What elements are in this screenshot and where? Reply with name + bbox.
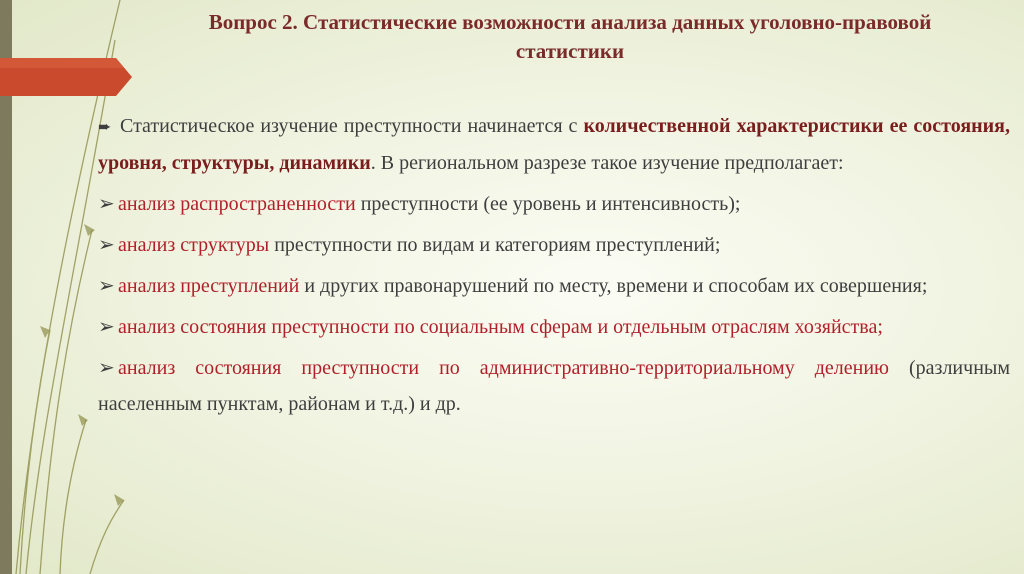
list-item xyxy=(98,185,1010,222)
slide-title: Вопрос 2. Статистические возможности анализа данных уголовно-правовой статистики xyxy=(208,10,932,63)
bullet-red-text: анализ распространенности xyxy=(118,193,356,215)
bullet-red-text: анализ преступлений xyxy=(118,275,300,297)
chevron-bullet-icon: ➢ xyxy=(98,191,115,215)
bullet-rest-text: преступности (ее уровень и интенсивность); xyxy=(355,193,741,215)
bullet-rest-text: (различным населенным пунктам, районам и т.д.) и др. xyxy=(98,357,1010,415)
bullet-red-text: анализ состояния преступности по административно-территориальному делению xyxy=(118,357,889,379)
slide-content xyxy=(98,108,1010,422)
intro-paragraph xyxy=(98,108,1010,181)
intro-text-before: Статистическое изучение преступности начинается с xyxy=(120,115,584,137)
intro-text-after: . В региональном разрезе такое изучение предполагает: xyxy=(370,152,844,174)
chevron-bullet-icon: ➢ xyxy=(98,232,115,256)
intro-highlight: количественной характеристики ее состояния, уровня, структуры, динамики xyxy=(98,115,1011,174)
bullet-red-text: анализ состояния преступности по социальным сферам и отдельным отраслям хозяйства; xyxy=(118,316,883,338)
bullet-rest-text: преступности по видам и категориям преступлений; xyxy=(269,234,721,256)
ribbon-arrow-icon xyxy=(0,58,132,96)
arrow-bullet-icon: ➨ xyxy=(98,117,112,136)
bullet-red-text: анализ структуры xyxy=(118,234,270,256)
bullet-rest-text: и других правонарушений по месту, времени и способам их совершения; xyxy=(299,275,928,297)
chevron-bullet-icon: ➢ xyxy=(98,314,115,338)
chevron-bullet-icon: ➢ xyxy=(98,355,115,379)
list-item xyxy=(98,267,1010,304)
list-item xyxy=(98,349,1010,422)
chevron-bullet-icon: ➢ xyxy=(98,273,115,297)
list-item xyxy=(98,308,1010,345)
list-item xyxy=(98,226,1010,263)
